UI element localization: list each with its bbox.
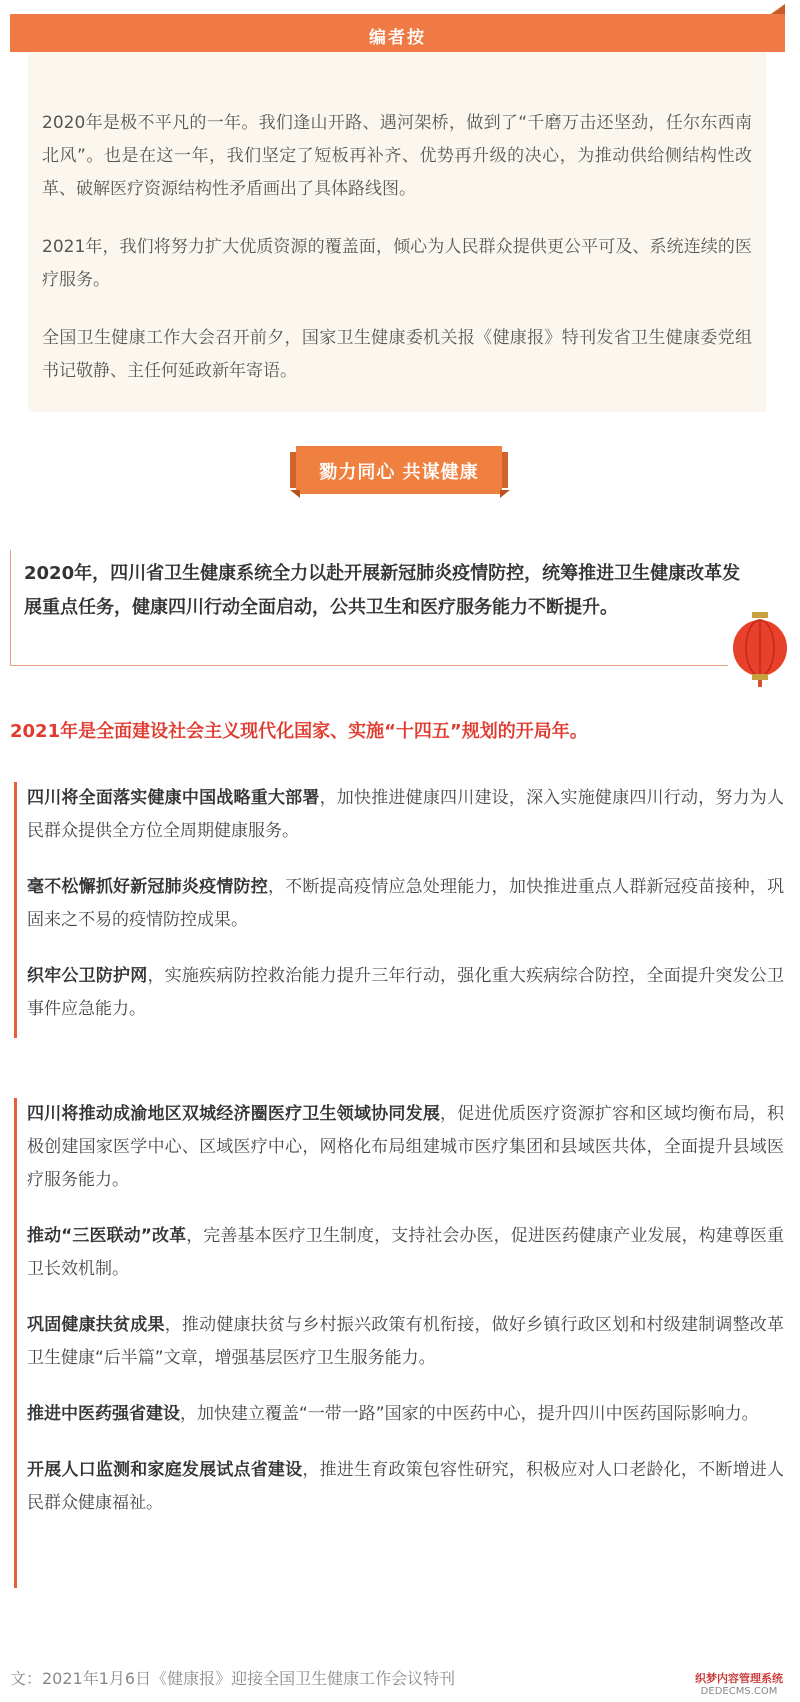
item-bold: 四川将推动成渝地区双城经济圈医疗卫生领域协同发展 <box>27 1104 441 1124</box>
section-chengyu <box>14 1098 784 1588</box>
watermark-line1: 织梦内容管理系统 <box>695 1672 783 1685</box>
item-text: ，不断提高疫情应急处理能力，加快推进重点人群新冠疫苗接种，巩固来之不易的疫情防控成果。 <box>27 877 785 930</box>
editor-note-box <box>28 52 766 412</box>
list-item <box>27 960 784 1026</box>
item-bold: 巩固健康扶贫成果 <box>27 1315 165 1335</box>
intro-underline <box>10 665 728 666</box>
banner-title: 编者按 <box>369 28 426 48</box>
ribbon-tail-right <box>500 490 510 498</box>
item-text: ，推进生育政策包容性研究，积极应对人口老龄化，不断增进人民群众健康福祉。 <box>27 1460 785 1513</box>
item-text: ，完善基本医疗卫生制度，支持社会办医，促进医药健康产业发展，构建尊医重卫长效机制。 <box>27 1226 784 1279</box>
item-bold: 织牢公卫防护网 <box>27 966 148 986</box>
watermark-line2: DEDECMS.COM <box>700 1686 778 1697</box>
item-bold: 开展人口监测和家庭发展试点省建设 <box>27 1460 303 1480</box>
source-footer: 文：2021年1月6日《健康报》迎接全国卫生健康工作会议特刊 <box>10 1669 456 1688</box>
intro-text: 2020年，四川省卫生健康系统全力以赴开展新冠肺炎疫情防控，统筹推进卫生健康改革发展重点任务，健康四川行动全面启动，公共卫生和医疗服务能力不断提升。 <box>24 563 741 618</box>
list-item <box>27 1454 784 1520</box>
section-ribbon <box>296 446 502 494</box>
list-item <box>27 871 784 937</box>
list-item <box>27 1220 784 1286</box>
item-text: ，实施疾病防控救治能力提升三年行动，强化重大疾病综合防控，全面提升突发公卫事件应急能力。 <box>27 966 785 1019</box>
item-bold: 推进中医药强省建设 <box>27 1404 180 1424</box>
lantern-icon <box>730 612 790 687</box>
item-text: ，促进优质医疗资源扩容和区域均衡布局，积极创建国家医学中心、区域医疗中心，网格化布局组建城市医疗集团和县域医共体，全面提升县域医疗服务能力。 <box>27 1104 785 1190</box>
editor-note-paragraph: 全国卫生健康工作大会召开前夕，国家卫生健康委机关报《健康报》特刊发省卫生健康委党组书记敬静、主任何延政新年寄语。 <box>42 328 752 381</box>
list-item <box>27 1398 784 1431</box>
item-text: ，加快推进健康四川建设，深入实施健康四川行动，努力为人民群众提供全方位全周期健康服务。 <box>27 788 785 841</box>
headline: 2021年是全面建设社会主义现代化国家、实施“十四五”规划的开局年。 <box>10 721 588 742</box>
ribbon-tail-left <box>290 490 300 498</box>
item-bold: 毫不松懈抓好新冠肺炎疫情防控 <box>27 877 268 897</box>
section-health-sichuan <box>14 782 784 1038</box>
editor-note-banner <box>10 14 785 52</box>
watermark-logo <box>684 1672 794 1700</box>
item-bold: 推动“三医联动”改革 <box>27 1226 187 1246</box>
ribbon-title: 勠力同心 共谋健康 <box>319 462 479 483</box>
item-bold: 四川将全面落实健康中国战略重大部署 <box>27 788 320 808</box>
editor-note-paragraph: 2020年是极不平凡的一年。我们逢山开路、遇河架桥，做到了“千磨万击还坚劲，任尔东西南北风”。也是在这一年，我们坚定了短板再补齐、优势再升级的决心，为推动供给侧结构性改革、破解医疗资源结构性矛盾画出了具体路线图。 <box>42 113 752 199</box>
list-item <box>27 1098 784 1197</box>
editor-note-paragraph: 2021年，我们将努力扩大优质资源的覆盖面，倾心为人民群众提供更公平可及、系统连续的医疗服务。 <box>42 237 752 290</box>
list-item <box>27 782 784 848</box>
item-text: ，加快建立覆盖“一带一路”国家的中医药中心，提升四川中医药国际影响力。 <box>180 1404 759 1424</box>
list-item <box>27 1309 784 1375</box>
item-text: ，推动健康扶贫与乡村振兴政策有机衔接，做好乡镇行政区划和村级建制调整改革卫生健康“后半篇”文章，增强基层医疗卫生服务能力。 <box>27 1315 785 1368</box>
